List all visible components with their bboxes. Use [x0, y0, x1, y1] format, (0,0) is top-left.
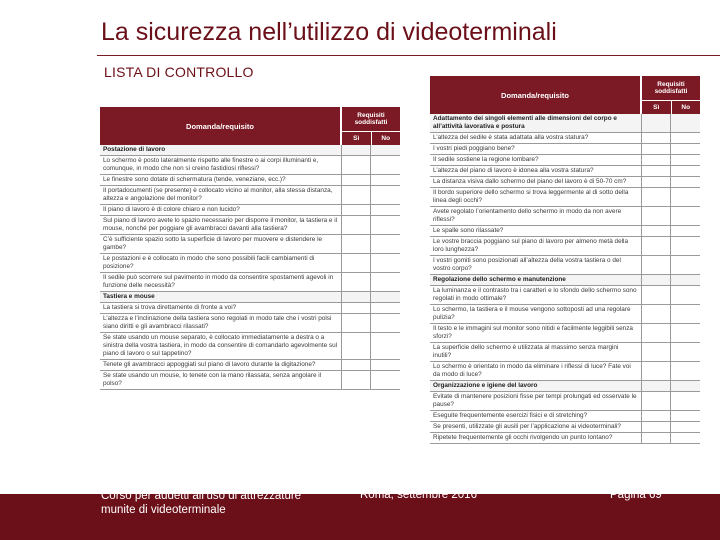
question-text: C’è sufficiente spazio sotto la superficie di lavoro per muovere e distendere le gambe? [100, 235, 342, 253]
answer-cell-yes [642, 411, 671, 421]
question-text: La luminanza e il contrasto tra i caratteri e lo sfondo dello schermo sono regolati in modo ottimale? [430, 286, 642, 304]
table-row [430, 166, 700, 177]
answer-cell-yes [642, 237, 671, 255]
question-text: I vostri gomiti sono posizionati all’altezza della vostra tastiera o del vostro corpo? [430, 256, 642, 274]
question-text: Lo schermo è posto lateralmente rispetto alle finestre o ai corpi illuminanti e, comunque, in modo che non si creino fastidiosi riflessi? [100, 156, 342, 174]
table-row [430, 226, 700, 237]
question-text: Le postazioni e è collocato in modo che sono possibili facili cambiamenti di posizione? [100, 254, 342, 272]
section-row [430, 381, 700, 392]
answer-cell-no [371, 314, 400, 332]
section-title: Postazione di lavoro [100, 145, 342, 155]
section-title: Organizzazione e igiene del lavoro [430, 381, 642, 391]
slide-subtitle: LISTA DI CONTROLLO [104, 64, 254, 80]
title-divider [97, 55, 720, 56]
answer-cell-no [371, 156, 400, 174]
answer-cell-no [371, 216, 400, 234]
header-question: Domanda/requisito [430, 76, 642, 114]
table-row [430, 133, 700, 144]
question-text: Evitate di mantenere posizioni fisse per tempi prolungati ed osservate le pause? [430, 392, 642, 410]
answer-cell-yes [342, 333, 371, 359]
answer-cell-no [371, 333, 400, 359]
table-row [430, 305, 700, 324]
question-text: L’altezza del piano di lavoro è idonea alla vostra statura? [430, 166, 642, 176]
footer-course [101, 489, 301, 518]
question-text: Lo schermo è orientato in modo da eliminare i riflessi di luce? Fate voi da modo di luce? [430, 362, 642, 380]
answer-cell-no [371, 145, 400, 155]
header-question: Domanda/requisito [100, 107, 342, 145]
answer-cell-no [371, 235, 400, 253]
table-row [100, 186, 400, 205]
left-margin [0, 0, 90, 540]
answer-cell-yes [642, 286, 671, 304]
header-yes: Sì [342, 132, 372, 145]
answer-cell-no [371, 186, 400, 204]
answer-cell-no [371, 205, 400, 215]
answer-cell-yes [642, 177, 671, 187]
question-text: Le spalle sono rilassate? [430, 226, 642, 236]
answer-cell-no [671, 411, 700, 421]
answer-cell-yes [342, 145, 371, 155]
question-text: Il piano di lavoro è di colore chiaro e non lucido? [100, 205, 342, 215]
answer-cell-no [371, 360, 400, 370]
question-text: Se state usando un mouse, lo tenete con la mano rilassata, senza angolare il polso? [100, 371, 342, 389]
answer-cell-no [671, 166, 700, 176]
question-text: I vostri piedi poggiano bene? [430, 144, 642, 154]
question-text: Il bordo superiore dello schermo si trova leggermente al di sotto della linea degli occhi? [430, 188, 642, 206]
table-body [100, 145, 400, 390]
section-row [430, 114, 700, 133]
question-text: L’altezza e l’inclinazione della tastiera sono regolati in modo tale che i vostri polsi siano diritti e gli avambracci rilassati? [100, 314, 342, 332]
section-row [100, 145, 400, 156]
table-row [100, 205, 400, 216]
footer-page-number: Pagina 69 [610, 489, 662, 501]
table-row [430, 362, 700, 381]
answer-cell-no [671, 256, 700, 274]
question-text: Se state usando un mouse separato, è collocato immediatamente a destra o a sinistra della vostra tastiera, in modo da consentire di comandarlo agevolmente sul piano di lavoro o sul tappetino? [100, 333, 342, 359]
table-row [430, 392, 700, 411]
answer-cell-no [671, 133, 700, 143]
answer-cell-no [671, 207, 700, 225]
answer-cell-yes [342, 303, 371, 313]
question-text: La distanza visiva dallo schermo del piano del lavoro è di 50-70 cm? [430, 177, 642, 187]
header-requirement-group [642, 76, 700, 114]
answer-cell-yes [642, 381, 671, 391]
header-no: No [681, 104, 691, 111]
answer-cell-no [671, 155, 700, 165]
table-row [430, 324, 700, 343]
question-text: Il testo e le immagini sul monitor sono nitidi e facilmente leggibili senza sforzi? [430, 324, 642, 342]
answer-cell-no [371, 175, 400, 185]
answer-cell-yes [642, 166, 671, 176]
table-row [430, 177, 700, 188]
footer-course-line2: munite di videoterminale [101, 504, 226, 517]
header-requirement: Requisiti soddisfatti [342, 107, 400, 132]
answer-cell-yes [342, 254, 371, 272]
question-text: L’altezza del sedile è stata adattata alla vostra statura? [430, 133, 642, 143]
question-text: Il portadocumenti (se presente) è collocato vicino al monitor, alla stessa distanza, altezza e angolazione del monitor? [100, 186, 342, 204]
table-row [430, 343, 700, 362]
answer-cell-no [671, 324, 700, 342]
table-row [100, 371, 400, 390]
answer-cell-no [671, 226, 700, 236]
answer-cell-no [671, 343, 700, 361]
answer-cell-no [671, 177, 700, 187]
footer-course-line1: Corso per addetti all’uso di attrezzature [101, 490, 302, 502]
question-text: Tenete gli avambracci appoggiati sul piano di lavoro durante la digitazione? [100, 360, 342, 370]
table-row [100, 303, 400, 314]
section-row [100, 292, 400, 303]
answer-cell-no [371, 371, 400, 389]
answer-cell-yes [642, 188, 671, 206]
answer-cell-yes [342, 371, 371, 389]
answer-cell-yes [642, 256, 671, 274]
answer-cell-no [671, 433, 700, 443]
answer-cell-no [671, 237, 700, 255]
header-yes: Sì [642, 101, 672, 114]
question-text: La superficie dello schermo è utilizzata al massimo senza margini inutili? [430, 343, 642, 361]
answer-cell-yes [642, 155, 671, 165]
table-row [100, 333, 400, 360]
answer-cell-yes [342, 360, 371, 370]
table-row [430, 155, 700, 166]
answer-cell-yes [342, 273, 371, 291]
table-row [100, 360, 400, 371]
table-row [430, 256, 700, 275]
answer-cell-yes [342, 292, 371, 302]
question-text: Ripetete frequentemente gli occhi rivolgendo un punto lontano? [430, 433, 642, 443]
answer-cell-yes [642, 422, 671, 432]
answer-cell-yes [642, 133, 671, 143]
table-row [100, 254, 400, 273]
table-header [430, 76, 700, 114]
table-row [100, 216, 400, 235]
answer-cell-no [671, 188, 700, 206]
question-text: Avete regolato l’orientamento dello schermo in modo da non avere riflessi? [430, 207, 642, 225]
table-row [100, 235, 400, 254]
table-header [100, 107, 400, 145]
header-requirement: Requisiti soddisfatti [642, 76, 700, 101]
answer-cell-yes [642, 275, 671, 285]
answer-cell-no [671, 275, 700, 285]
table-row [430, 144, 700, 155]
answer-cell-yes [642, 433, 671, 443]
question-text: Lo schermo, la tastiera e il mouse vengono sottoposti ad una regolare pulizia? [430, 305, 642, 323]
answer-cell-yes [642, 324, 671, 342]
answer-cell-yes [642, 362, 671, 380]
header-no: No [381, 135, 391, 142]
answer-cell-no [671, 381, 700, 391]
slide-title: La sicurezza nell’utilizzo di videoterminali [101, 18, 557, 46]
answer-cell-yes [342, 186, 371, 204]
question-text: Se presenti, utilizzate gli ausili per l’applicazione ai videoterminali? [430, 422, 642, 432]
answer-cell-no [371, 273, 400, 291]
answer-cell-yes [342, 314, 371, 332]
table-row [100, 175, 400, 186]
answer-cell-yes [642, 343, 671, 361]
question-text: La tastiera si trova direttamente di fronte a voi? [100, 303, 342, 313]
table-row [430, 411, 700, 422]
answer-cell-yes [642, 207, 671, 225]
table-row [430, 237, 700, 256]
answer-cell-no [671, 422, 700, 432]
table-row [100, 273, 400, 292]
section-title: Tastiera e mouse [100, 292, 342, 302]
section-title: Regolazione dello schermo e manutenzione [430, 275, 642, 285]
answer-cell-yes [642, 392, 671, 410]
answer-cell-no [671, 392, 700, 410]
question-text: Le vostre braccia poggiano sul piano di lavoro per almeno metà della loro lunghezza? [430, 237, 642, 255]
section-title: Adattamento dei singoli elementi alle dimensioni del corpo e all’attività lavorativa e postura [430, 114, 642, 132]
table-row [100, 156, 400, 175]
footer-place-date: Roma, settembre 2016 [360, 489, 477, 501]
table-row [430, 286, 700, 305]
table-row [100, 314, 400, 333]
answer-cell-no [371, 254, 400, 272]
section-row [430, 275, 700, 286]
answer-cell-no [671, 286, 700, 304]
header-requirement-group [342, 107, 400, 145]
answer-cell-yes [342, 175, 371, 185]
answer-cell-yes [342, 205, 371, 215]
table-row [430, 188, 700, 207]
question-text: Il sedile può scorrere sul pavimento in modo da consentire spostamenti agevoli in funzione delle necessità? [100, 273, 342, 291]
question-text: Eseguite frequentemente esercizi fisici e di stretching? [430, 411, 642, 421]
answer-cell-yes [642, 226, 671, 236]
question-text: Il sedile sostiene la regione lombare? [430, 155, 642, 165]
answer-cell-no [671, 362, 700, 380]
answer-cell-no [371, 303, 400, 313]
answer-cell-no [671, 144, 700, 154]
answer-cell-yes [642, 144, 671, 154]
checklist-table-right [430, 76, 700, 464]
answer-cell-no [371, 292, 400, 302]
table-body [430, 114, 700, 444]
answer-cell-yes [342, 156, 371, 174]
checklist-table-left [100, 107, 400, 461]
question-text: Sul piano di lavoro avete lo spazio necessario per disporre il monitor, la tastiera e il mouse, nonché per poggiare gli avambracci davanti alla tastiera? [100, 216, 342, 234]
answer-cell-yes [642, 114, 671, 132]
table-row [430, 422, 700, 433]
answer-cell-no [671, 305, 700, 323]
table-row [430, 433, 700, 444]
answer-cell-yes [342, 216, 371, 234]
answer-cell-yes [642, 305, 671, 323]
answer-cell-no [671, 114, 700, 132]
table-row [430, 207, 700, 226]
question-text: Le finestre sono dotate di schermatura (tende, veneziane, ecc.)? [100, 175, 342, 185]
answer-cell-yes [342, 235, 371, 253]
